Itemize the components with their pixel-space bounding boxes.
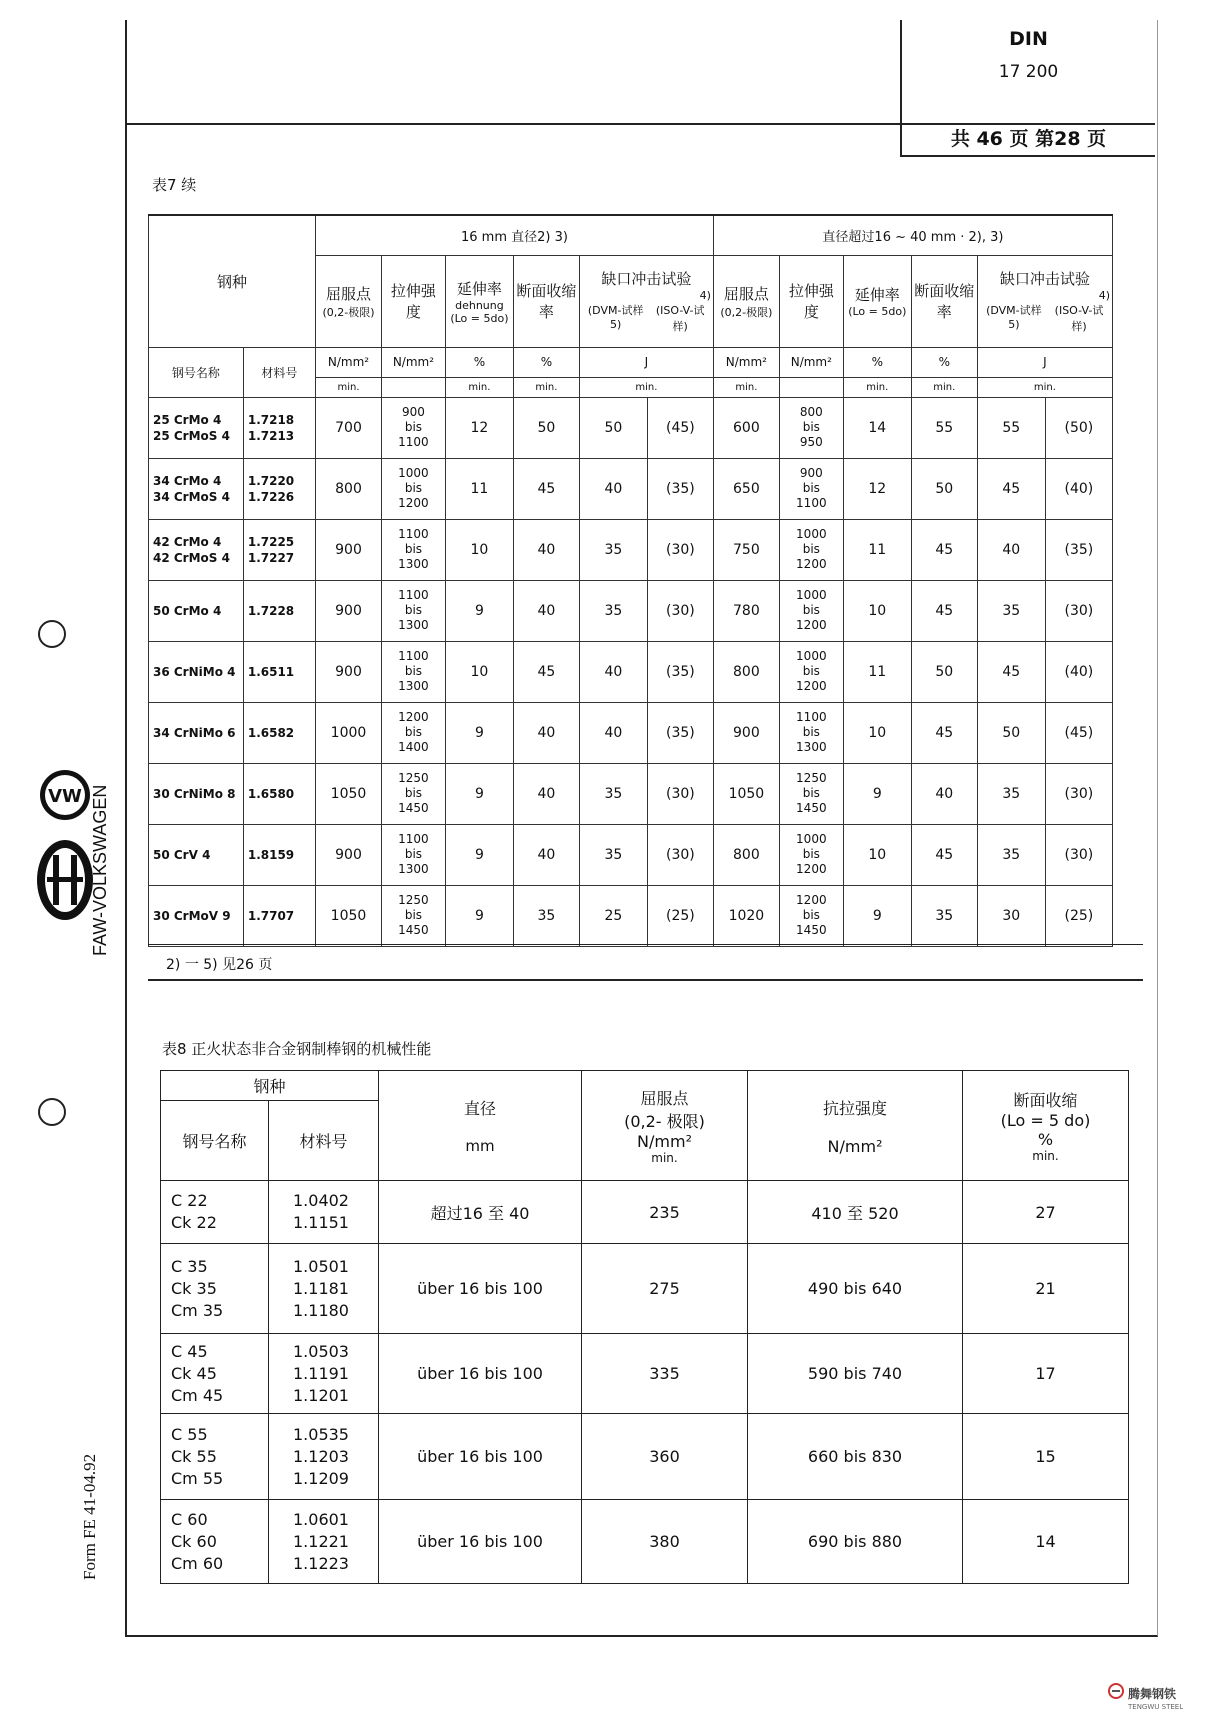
table-row — [161, 1500, 1129, 1584]
yield-value: 600 — [713, 397, 779, 458]
impact-iso-value: (30) — [647, 763, 713, 824]
tensile-range: 1100 bis 1300 — [779, 702, 843, 763]
yield-header-right: 屈服点 (0,2-极限) — [713, 255, 779, 347]
yield-value: 1020 — [713, 885, 779, 946]
reduction-value: 15 — [963, 1414, 1129, 1500]
min-label — [381, 377, 445, 397]
header-rule — [125, 123, 905, 125]
table8-steel-grade: 钢种 — [161, 1071, 379, 1101]
impact-iso-value: (50) — [1045, 397, 1112, 458]
material-number: 1.6580 — [243, 763, 315, 824]
reduction-value: 40 — [911, 763, 977, 824]
table7 — [148, 214, 1113, 947]
elongation-value: 11 — [843, 519, 911, 580]
yield-value: 900 — [316, 641, 382, 702]
yield-value: 1050 — [713, 763, 779, 824]
col-steel-name: 钢号名称 — [149, 347, 244, 397]
steel-name: 30 CrMoV 9 — [149, 885, 244, 946]
reduction-value: 45 — [911, 702, 977, 763]
reduction-value: 21 — [963, 1244, 1129, 1334]
reduction-value: 35 — [513, 885, 579, 946]
elongation-value: 10 — [843, 824, 911, 885]
table8-reduction-header: 断面收缩 (Lo = 5 do) % min. — [963, 1071, 1129, 1181]
table-row — [161, 1181, 1129, 1244]
steel-name: C 60 Ck 60 Cm 60 — [161, 1500, 269, 1584]
material-number: 1.0503 1.1191 1.1201 — [269, 1334, 379, 1414]
yield-value: 800 — [316, 458, 382, 519]
diameter-range: über 16 bis 100 — [379, 1244, 582, 1334]
elongation-value: 10 — [445, 519, 513, 580]
table-row — [161, 1414, 1129, 1500]
unit: % — [911, 347, 977, 377]
watermark-subtext: TENGWU STEEL — [1128, 1703, 1184, 1711]
material-number: 1.0501 1.1181 1.1180 — [269, 1244, 379, 1334]
tensile-range: 1200 bis 1450 — [779, 885, 843, 946]
din-header-box — [900, 20, 1155, 125]
reduction-value: 45 — [911, 580, 977, 641]
table-row — [149, 702, 1113, 763]
material-number: 1.7225 1.7227 — [243, 519, 315, 580]
min-label — [779, 377, 843, 397]
reduction-header-left: 断面收缩率 — [513, 255, 579, 347]
reduction-value: 40 — [513, 702, 579, 763]
impact-iso-value: (30) — [647, 580, 713, 641]
yield-value: 800 — [713, 824, 779, 885]
tensile-range: 1000 bis 1200 — [779, 580, 843, 641]
yield-value: 275 — [582, 1244, 748, 1334]
elongation-value: 9 — [445, 702, 513, 763]
impact-dvm-value: 35 — [579, 763, 647, 824]
table-row — [149, 641, 1113, 702]
brand-label: FAW-VOLKSWAGEN — [90, 784, 110, 956]
min-label: min. — [579, 377, 713, 397]
impact-iso-value: (35) — [647, 702, 713, 763]
unit: J — [977, 347, 1112, 377]
steel-name: 50 CrV 4 — [149, 824, 244, 885]
table-row — [149, 885, 1113, 946]
punch-hole — [38, 1098, 66, 1126]
tensile-range: 690 bis 880 — [748, 1500, 963, 1584]
impact-dvm-value: 40 — [579, 458, 647, 519]
impact-iso-value: (30) — [1045, 824, 1112, 885]
tensile-range: 1000 bis 1200 — [779, 641, 843, 702]
diameter-range: über 16 bis 100 — [379, 1334, 582, 1414]
tensile-range: 1250 bis 1450 — [381, 885, 445, 946]
material-number: 1.7218 1.7213 — [243, 397, 315, 458]
tensile-header-left: 拉伸强度 — [381, 255, 445, 347]
tensile-range: 1250 bis 1450 — [381, 763, 445, 824]
tensile-range: 1100 bis 1300 — [381, 824, 445, 885]
impact-iso-value: (45) — [1045, 702, 1112, 763]
steel-name: C 45 Ck 45 Cm 45 — [161, 1334, 269, 1414]
tensile-range: 410 至 520 — [748, 1181, 963, 1244]
table8-body — [161, 1181, 1129, 1584]
reduction-value: 45 — [513, 641, 579, 702]
table-row — [149, 763, 1113, 824]
page-count: 共 46 页 第28 页 — [900, 123, 1155, 157]
unit: % — [513, 347, 579, 377]
table8-col-material: 材料号 — [269, 1101, 379, 1181]
unit: J — [579, 347, 713, 377]
impact-dvm-value: 30 — [977, 885, 1045, 946]
impact-dvm-value: 40 — [977, 519, 1045, 580]
elongation-value: 10 — [843, 702, 911, 763]
yield-value: 1050 — [316, 885, 382, 946]
impact-dvm-value: 35 — [977, 580, 1045, 641]
material-number: 1.6582 — [243, 702, 315, 763]
yield-value: 1000 — [316, 702, 382, 763]
yield-value: 360 — [582, 1414, 748, 1500]
table-row — [161, 1244, 1129, 1334]
table7-footnote: 2) 一 5) 见26 页 — [166, 957, 273, 973]
reduction-value: 55 — [911, 397, 977, 458]
reduction-value: 40 — [513, 580, 579, 641]
reduction-value: 27 — [963, 1181, 1129, 1244]
elongation-value: 9 — [445, 763, 513, 824]
svg-text:VW: VW — [48, 786, 82, 807]
impact-dvm-value: 35 — [579, 824, 647, 885]
reduction-value: 50 — [911, 458, 977, 519]
watermark-text: 腾舞钢铁 — [1128, 1687, 1177, 1701]
impact-iso-value: (30) — [1045, 763, 1112, 824]
table7-body — [149, 397, 1113, 946]
yield-value: 780 — [713, 580, 779, 641]
elongation-header-left: 延伸率 dehnung (Lo = 5do) — [445, 255, 513, 347]
unit: N/mm² — [316, 347, 382, 377]
form-number: Form FE 41-04.92 — [80, 1453, 99, 1580]
yield-value: 650 — [713, 458, 779, 519]
yield-value: 700 — [316, 397, 382, 458]
steel-name: 34 CrMo 4 34 CrMoS 4 — [149, 458, 244, 519]
steel-name: 30 CrNiMo 8 — [149, 763, 244, 824]
material-number: 1.8159 — [243, 824, 315, 885]
yield-header-left: 屈服点 (0,2-极限) — [316, 255, 382, 347]
diameter-range: 超过16 至 40 — [379, 1181, 582, 1244]
table8-caption: 表8 正火状态非合金钢制棒钢的机械性能 — [162, 1040, 432, 1058]
steel-name: C 35 Ck 35 Cm 35 — [161, 1244, 269, 1334]
din-title: DIN — [1009, 28, 1048, 50]
steel-name: C 22 Ck 22 — [161, 1181, 269, 1244]
yield-value: 900 — [713, 702, 779, 763]
table7-caption: 表7 续 — [152, 176, 197, 194]
reduction-value: 45 — [911, 519, 977, 580]
punch-hole — [38, 620, 66, 648]
tensile-range: 1000 bis 1200 — [779, 519, 843, 580]
impact-dvm-value: 50 — [579, 397, 647, 458]
min-label: min. — [316, 377, 382, 397]
material-number: 1.7220 1.7226 — [243, 458, 315, 519]
tensile-range: 1100 bis 1300 — [381, 580, 445, 641]
impact-dvm-value: 35 — [977, 763, 1045, 824]
tensile-range: 590 bis 740 — [748, 1334, 963, 1414]
tensile-range: 800 bis 950 — [779, 397, 843, 458]
impact-header-left: 缺口冲击试验 4) (DVM-试样 5) (ISO-V-试样) — [579, 255, 713, 347]
impact-iso-value: (35) — [1045, 519, 1112, 580]
tensile-range: 1200 bis 1400 — [381, 702, 445, 763]
steel-name: 25 CrMo 4 25 CrMoS 4 — [149, 397, 244, 458]
tensile-range: 660 bis 830 — [748, 1414, 963, 1500]
impact-iso-value: (40) — [1045, 458, 1112, 519]
impact-iso-value: (30) — [647, 824, 713, 885]
min-label: min. — [713, 377, 779, 397]
steel-grade-header: 钢种 — [149, 215, 316, 347]
impact-dvm-value: 55 — [977, 397, 1045, 458]
elongation-value: 12 — [445, 397, 513, 458]
diameter-range: über 16 bis 100 — [379, 1500, 582, 1584]
impact-dvm-value: 40 — [579, 702, 647, 763]
unit: % — [445, 347, 513, 377]
steel-name: 34 CrNiMo 6 — [149, 702, 244, 763]
material-number: 1.0402 1.1151 — [269, 1181, 379, 1244]
impact-dvm-value: 40 — [579, 641, 647, 702]
tensile-range: 1000 bis 1200 — [779, 824, 843, 885]
reduction-value: 50 — [513, 397, 579, 458]
impact-iso-value: (35) — [647, 458, 713, 519]
min-label: min. — [977, 377, 1112, 397]
elongation-value: 9 — [843, 885, 911, 946]
elongation-value: 11 — [445, 458, 513, 519]
tensile-range: 900 bis 1100 — [779, 458, 843, 519]
table8-tensile-header: 抗拉强度 N/mm² — [748, 1071, 963, 1181]
impact-iso-value: (35) — [647, 641, 713, 702]
min-label: min. — [911, 377, 977, 397]
material-number: 1.6511 — [243, 641, 315, 702]
unit: % — [843, 347, 911, 377]
tensile-range: 900 bis 1100 — [381, 397, 445, 458]
watermark-logo-icon — [1108, 1683, 1124, 1699]
yield-value: 750 — [713, 519, 779, 580]
reduction-value: 35 — [911, 885, 977, 946]
reduction-value: 40 — [513, 824, 579, 885]
tensile-range: 490 bis 640 — [748, 1244, 963, 1334]
reduction-header-right: 断面收缩率 — [911, 255, 977, 347]
table8-col-name: 钢号名称 — [161, 1101, 269, 1181]
elongation-value: 10 — [445, 641, 513, 702]
unit: N/mm² — [779, 347, 843, 377]
table-row — [161, 1334, 1129, 1414]
din-number: 17 200 — [998, 62, 1059, 82]
reduction-value: 45 — [911, 824, 977, 885]
impact-header-right: 缺口冲击试验 4) (DVM-试样 5) (ISO-V-试样) — [977, 255, 1112, 347]
steel-name: 42 CrMo 4 42 CrMoS 4 — [149, 519, 244, 580]
yield-value: 380 — [582, 1500, 748, 1584]
yield-value: 900 — [316, 580, 382, 641]
table-row — [149, 458, 1113, 519]
table-row — [149, 580, 1113, 641]
impact-iso-value: (25) — [1045, 885, 1112, 946]
impact-iso-value: (30) — [647, 519, 713, 580]
elongation-header-right: 延伸率 (Lo = 5do) — [843, 255, 911, 347]
material-number: 1.7228 — [243, 580, 315, 641]
impact-iso-value: (45) — [647, 397, 713, 458]
yield-value: 1050 — [316, 763, 382, 824]
min-label: min. — [445, 377, 513, 397]
yield-value: 235 — [582, 1181, 748, 1244]
reduction-value: 40 — [513, 763, 579, 824]
tensile-range: 1100 bis 1300 — [381, 519, 445, 580]
elongation-value: 11 — [843, 641, 911, 702]
elongation-value: 12 — [843, 458, 911, 519]
elongation-value: 9 — [843, 763, 911, 824]
min-label: min. — [843, 377, 911, 397]
reduction-value: 40 — [513, 519, 579, 580]
tensile-range: 1250 bis 1450 — [779, 763, 843, 824]
diameter-range: über 16 bis 100 — [379, 1414, 582, 1500]
elongation-value: 9 — [445, 885, 513, 946]
reduction-value: 50 — [911, 641, 977, 702]
elongation-value: 14 — [843, 397, 911, 458]
reduction-value: 17 — [963, 1334, 1129, 1414]
impact-iso-value: (30) — [1045, 580, 1112, 641]
yield-value: 900 — [316, 519, 382, 580]
elongation-value: 9 — [445, 824, 513, 885]
impact-dvm-value: 25 — [579, 885, 647, 946]
impact-dvm-value: 35 — [977, 824, 1045, 885]
impact-dvm-value: 35 — [579, 519, 647, 580]
unit: N/mm² — [381, 347, 445, 377]
steel-name: C 55 Ck 55 Cm 55 — [161, 1414, 269, 1500]
table8-yield-header: 屈服点 (0,2- 极限) N/mm² min. — [582, 1071, 748, 1181]
impact-dvm-value: 50 — [977, 702, 1045, 763]
yield-value: 800 — [713, 641, 779, 702]
material-number: 1.0535 1.1203 1.1209 — [269, 1414, 379, 1500]
elongation-value: 9 — [445, 580, 513, 641]
yield-value: 900 — [316, 824, 382, 885]
brand-vertical-label — [84, 760, 114, 960]
reduction-value: 14 — [963, 1500, 1129, 1584]
impact-dvm-value: 35 — [579, 580, 647, 641]
impact-dvm-value: 45 — [977, 641, 1045, 702]
table-row — [149, 397, 1113, 458]
table-row — [149, 824, 1113, 885]
tensile-range: 1100 bis 1300 — [381, 641, 445, 702]
unit: N/mm² — [713, 347, 779, 377]
elongation-value: 10 — [843, 580, 911, 641]
table7-footnote-box — [148, 944, 1143, 981]
table8 — [160, 1070, 1129, 1584]
group-16mm: 16 mm 直径2) 3) — [316, 215, 714, 255]
min-label: min. — [513, 377, 579, 397]
tensile-range: 1000 bis 1200 — [381, 458, 445, 519]
steel-name: 50 CrMo 4 — [149, 580, 244, 641]
tensile-header-right: 拉伸强度 — [779, 255, 843, 347]
impact-iso-value: (40) — [1045, 641, 1112, 702]
material-number: 1.7707 — [243, 885, 315, 946]
impact-dvm-value: 45 — [977, 458, 1045, 519]
group-16-40mm: 直径超过16 ~ 40 mm · 2), 3) — [713, 215, 1112, 255]
table8-diameter-header: 直径 mm — [379, 1071, 582, 1181]
steel-name: 36 CrNiMo 4 — [149, 641, 244, 702]
reduction-value: 45 — [513, 458, 579, 519]
impact-iso-value: (25) — [647, 885, 713, 946]
material-number: 1.0601 1.1221 1.1223 — [269, 1500, 379, 1584]
table-row — [149, 519, 1113, 580]
yield-value: 335 — [582, 1334, 748, 1414]
col-material-number: 材料号 — [243, 347, 315, 397]
